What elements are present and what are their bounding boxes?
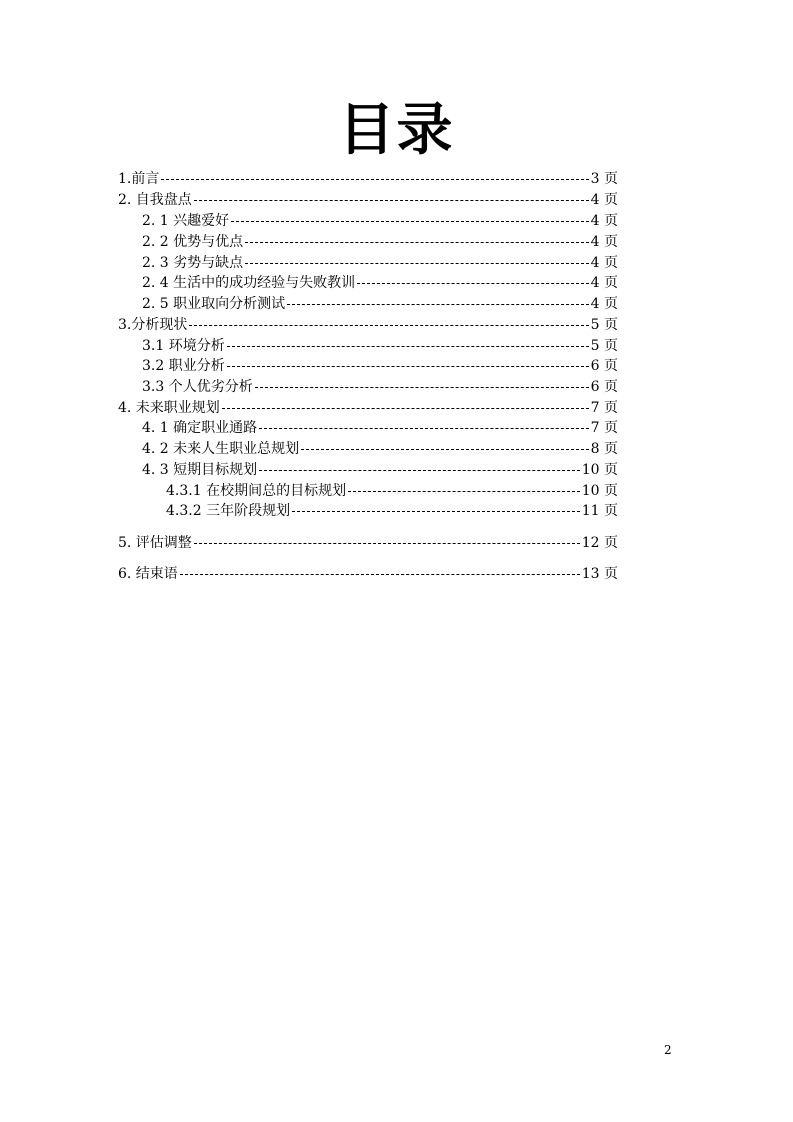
toc-entry[interactable] <box>118 533 618 553</box>
toc-leader <box>222 408 589 409</box>
toc-entry-page: 4 页 <box>590 275 618 291</box>
toc-entry-label: 2. 3 劣势与缺点 <box>142 255 244 271</box>
toc-leader <box>231 221 588 222</box>
toc-leader <box>357 283 588 284</box>
toc-entry-label: 3.3 个人优劣分析 <box>142 379 253 395</box>
toc-entry-label: 3.分析现状 <box>118 317 188 333</box>
toc-leader <box>227 366 589 367</box>
toc-leader <box>227 346 589 347</box>
toc-entry-label: 4.3.2 三年阶段规划 <box>166 503 291 519</box>
toc-entry-page: 10 页 <box>581 462 618 478</box>
toc-entry-page: 4 页 <box>590 192 618 208</box>
toc-entry-label: 2. 4 生活中的成功经验与失败教训 <box>142 275 356 291</box>
toc-entry-page: 7 页 <box>590 400 618 416</box>
toc-entry-page: 11 页 <box>581 503 618 519</box>
toc-entry-label: 3.2 职业分析 <box>142 358 225 374</box>
toc-entry-page: 4 页 <box>590 213 618 229</box>
toc-entry[interactable] <box>118 169 618 189</box>
toc-entry[interactable] <box>142 460 618 480</box>
toc-entry-page: 6 页 <box>590 358 618 374</box>
toc-entry[interactable] <box>166 501 618 521</box>
toc-leader <box>292 511 580 512</box>
toc-entry[interactable] <box>142 253 618 273</box>
toc-entry-label: 4. 未来职业规划 <box>118 400 220 416</box>
toc-entry[interactable] <box>142 336 618 356</box>
toc-entry-page: 4 页 <box>590 234 618 250</box>
toc-entry[interactable] <box>142 232 618 252</box>
toc-entry-page: 7 页 <box>590 420 618 436</box>
toc-leader <box>301 449 588 450</box>
toc-entry-page: 12 页 <box>581 535 618 551</box>
toc-entry-page: 4 页 <box>590 296 618 312</box>
toc-entry-page: 8 页 <box>590 441 618 457</box>
toc-entry[interactable] <box>142 439 618 459</box>
toc-leader <box>348 491 580 492</box>
toc-entry-label: 2. 5 职业取向分析测试 <box>142 296 286 312</box>
toc-entry[interactable] <box>118 190 618 210</box>
toc-leader <box>259 428 588 429</box>
toc-leader <box>161 179 588 180</box>
page-number: 2 <box>664 1043 672 1057</box>
toc-entry-label: 4.3.1 在校期间总的目标规划 <box>166 483 347 499</box>
toc-leader <box>189 325 588 326</box>
toc-entry-label: 6. 结束语 <box>118 566 178 582</box>
toc-entry[interactable] <box>118 398 618 418</box>
toc-entry-label: 3.1 环境分析 <box>142 338 225 354</box>
toc-entry-label: 2. 自我盘点 <box>118 192 192 208</box>
toc-entry-page: 10 页 <box>581 483 618 499</box>
toc-entry-page: 5 页 <box>590 317 618 333</box>
toc-entry[interactable] <box>142 294 618 314</box>
toc-entry-label: 2. 2 优势与优点 <box>142 234 244 250</box>
toc-leader <box>245 242 588 243</box>
toc-entry-label: 1.前言 <box>118 171 160 187</box>
toc-entry[interactable] <box>142 273 618 293</box>
toc-entry-page: 5 页 <box>590 338 618 354</box>
toc-entry[interactable] <box>142 211 618 231</box>
toc-entry-page: 13 页 <box>581 566 618 582</box>
page-title: 目录 <box>338 98 455 163</box>
toc-entry-label: 2. 1 兴趣爱好 <box>142 213 230 229</box>
toc-entry[interactable] <box>166 481 618 501</box>
toc-entry-page: 3 页 <box>590 171 618 187</box>
toc-entry-page: 6 页 <box>590 379 618 395</box>
toc-entry[interactable] <box>118 564 618 584</box>
toc-leader <box>259 470 580 471</box>
toc-leader <box>194 543 580 544</box>
toc-leader <box>180 574 580 575</box>
toc-entry-label: 4. 2 未来人生职业总规划 <box>142 441 300 457</box>
toc-leader <box>255 387 589 388</box>
toc-leader <box>287 304 588 305</box>
toc-entry-label: 4. 3 短期目标规划 <box>142 462 258 478</box>
toc-entry[interactable] <box>142 418 618 438</box>
toc-entry[interactable] <box>118 315 618 335</box>
toc-entry-label: 4. 1 确定职业通路 <box>142 420 258 436</box>
toc-entry-page: 4 页 <box>590 255 618 271</box>
toc-entry-label: 5. 评估调整 <box>118 535 192 551</box>
toc-leader <box>194 200 589 201</box>
toc-leader <box>245 263 588 264</box>
toc-entry[interactable] <box>142 377 618 397</box>
toc-entry[interactable] <box>142 356 618 376</box>
